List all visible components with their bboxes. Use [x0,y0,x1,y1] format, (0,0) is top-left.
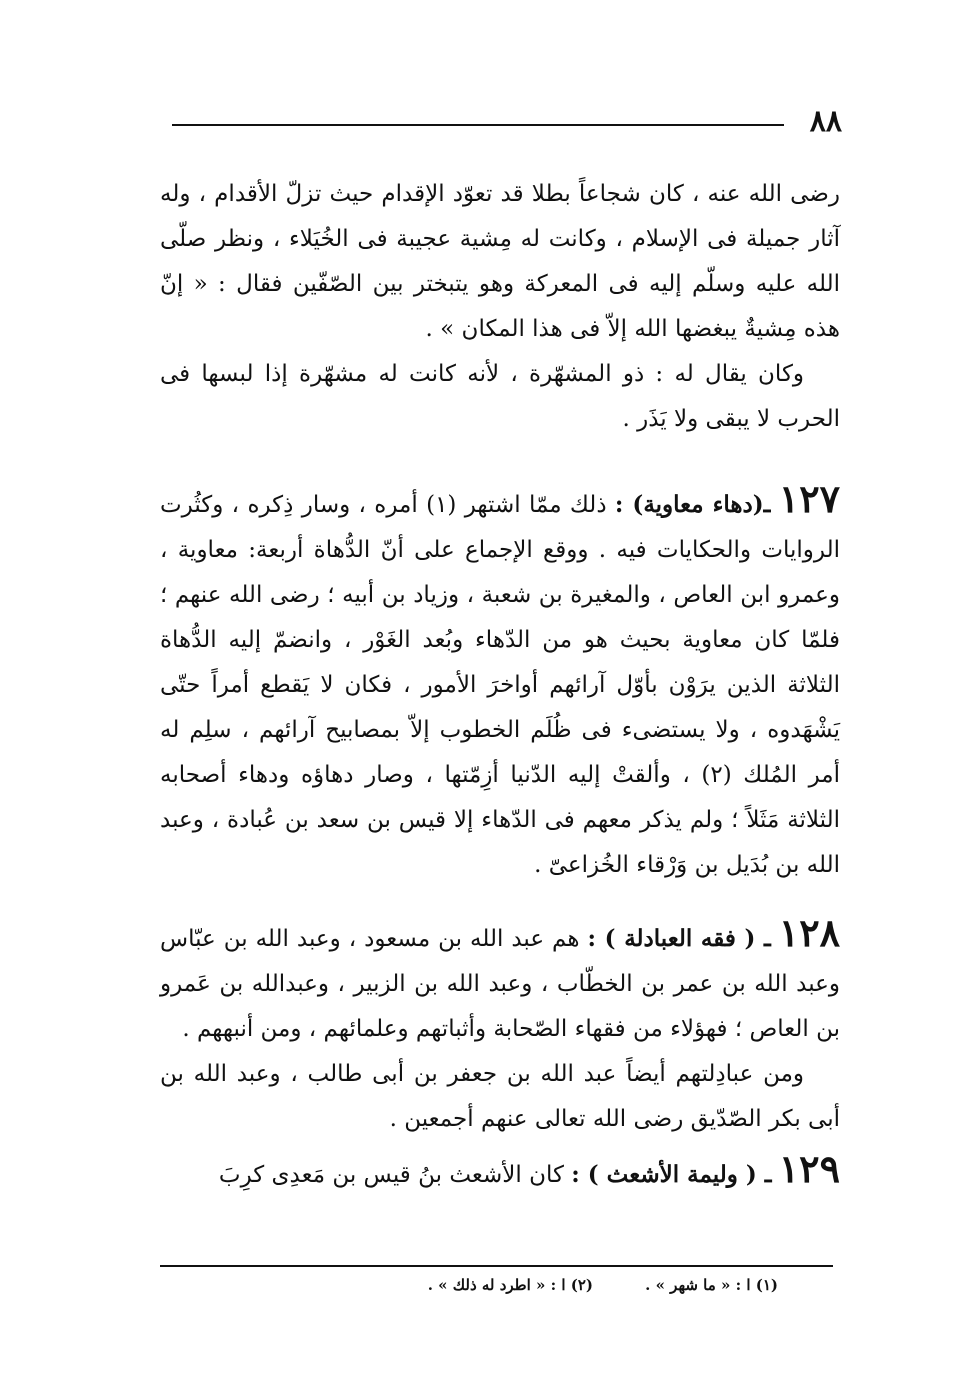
entry-number: ١٢٧ [778,476,841,521]
paragraph-nickname: وكان يقال له : ذو المشهّرة ، لأنه كانت له مشهّرة إذا لبسها فى الحرب لا يبقى ولا يَذَر . [160,361,840,432]
section-gap [160,888,840,910]
entry-number: ١٢٩ [778,1146,840,1191]
page-number: ٨٨ [809,104,842,139]
entry-title: ـ ( فقه العبادلة ) : [587,925,771,952]
entry-text: كان الأشعث بنُ قيس بن مَعدِى كرِبَ [218,1162,564,1188]
header-rule [172,124,784,126]
footnotes [160,1272,833,1308]
paragraph-abadila: ومن عبادِلتهم أيضاً عبد الله بن جعفر بن أبى طالب ، وعبد الله بن أبى بكر الصّدّيق رضى الله تعالى عنهم أجمعين . [160,1061,840,1132]
main-text [160,172,840,1198]
paragraph-intro: رضى الله عنه ، كان شجاعاً بطلا قد تعوّد الإقدام حيث تزلّ الأقدام ، وله آثار جميلة فى الإسلام ، وكانت له مِشية عجيبة فى الخُيَلاء ، ونظر صلّى الله عليه وسلّم إليه فى المعركة وهو يتبختر بين الصّفّين فقال : « إنّ هذه مِشيةٌ يبغضها الله إلاّ فى هذا المكان » . [160,181,840,342]
footnote-2: (٢) ا : « اطرد له ذلك » . [427,1276,593,1294]
entry-127 [160,476,840,888]
entry-128 [160,910,840,1052]
footnote-rule [160,1265,833,1267]
section-gap [160,442,840,476]
footnote-1: (١) ا : « ما شهر » . [645,1276,778,1294]
entry-text: ذلك ممّا اشتهر (١) أمره ، وسار ذِكره ، وكثُرت الروايات والحكايات فيه . ووقع الإجماع على أنّ الدُّهاة أربعة: معاوية ، وعمرو ابن العاص ، والمغيرة بن شعبة ، وزياد بن أبيه ؛ رضى الله عنهم ؛ فلمّا كان معاوية بحيث هو من الدّهاء وبُعد الغَوْر ، وانضمّ إليه الدُّهاة الثلاثة الذين يرَوْن بأوّل آرائهم أواخرَ الأمور ، فكان لا يَقطع أمراً حتّى يَشْهَدوه ، ولا يستضىء فى ظُلَم الخطوب إلاّ بمصابيح آرائهم ، سلِم له أمر المُلك (٢) ، وألقتْ إليه الدّنيا أزِمّتها ، وصار دهاؤه ودهاء أصحابه الثلاثة مَثَلاً ؛ ولم يذكر معهم فى الدّهاء إلا قيس بن سعد بن عُبادة ، وعبد الله بن بُدَيل بن وَرْقاء الخُزاعىّ . [160,492,840,878]
entry-number: ١٢٨ [778,910,841,955]
entry-text: هم عبد الله بن مسعود ، وعبد الله بن عبّاس وعبد الله بن عمر بن الخطّاب ، وعبد الله بن الزبير ، وعبدالله بن عَمرو بن العاص ؛ فهؤلاء من فقهاء الصّحابة وأثباتهم وعلمائهم ، ومن أنبههم . [160,926,840,1042]
entry-title: ـ(دهاء معاوية) : [614,491,771,518]
entry-129 [160,1146,840,1198]
entry-title: ـ ( وليمة الأشعث ) : [571,1161,772,1188]
